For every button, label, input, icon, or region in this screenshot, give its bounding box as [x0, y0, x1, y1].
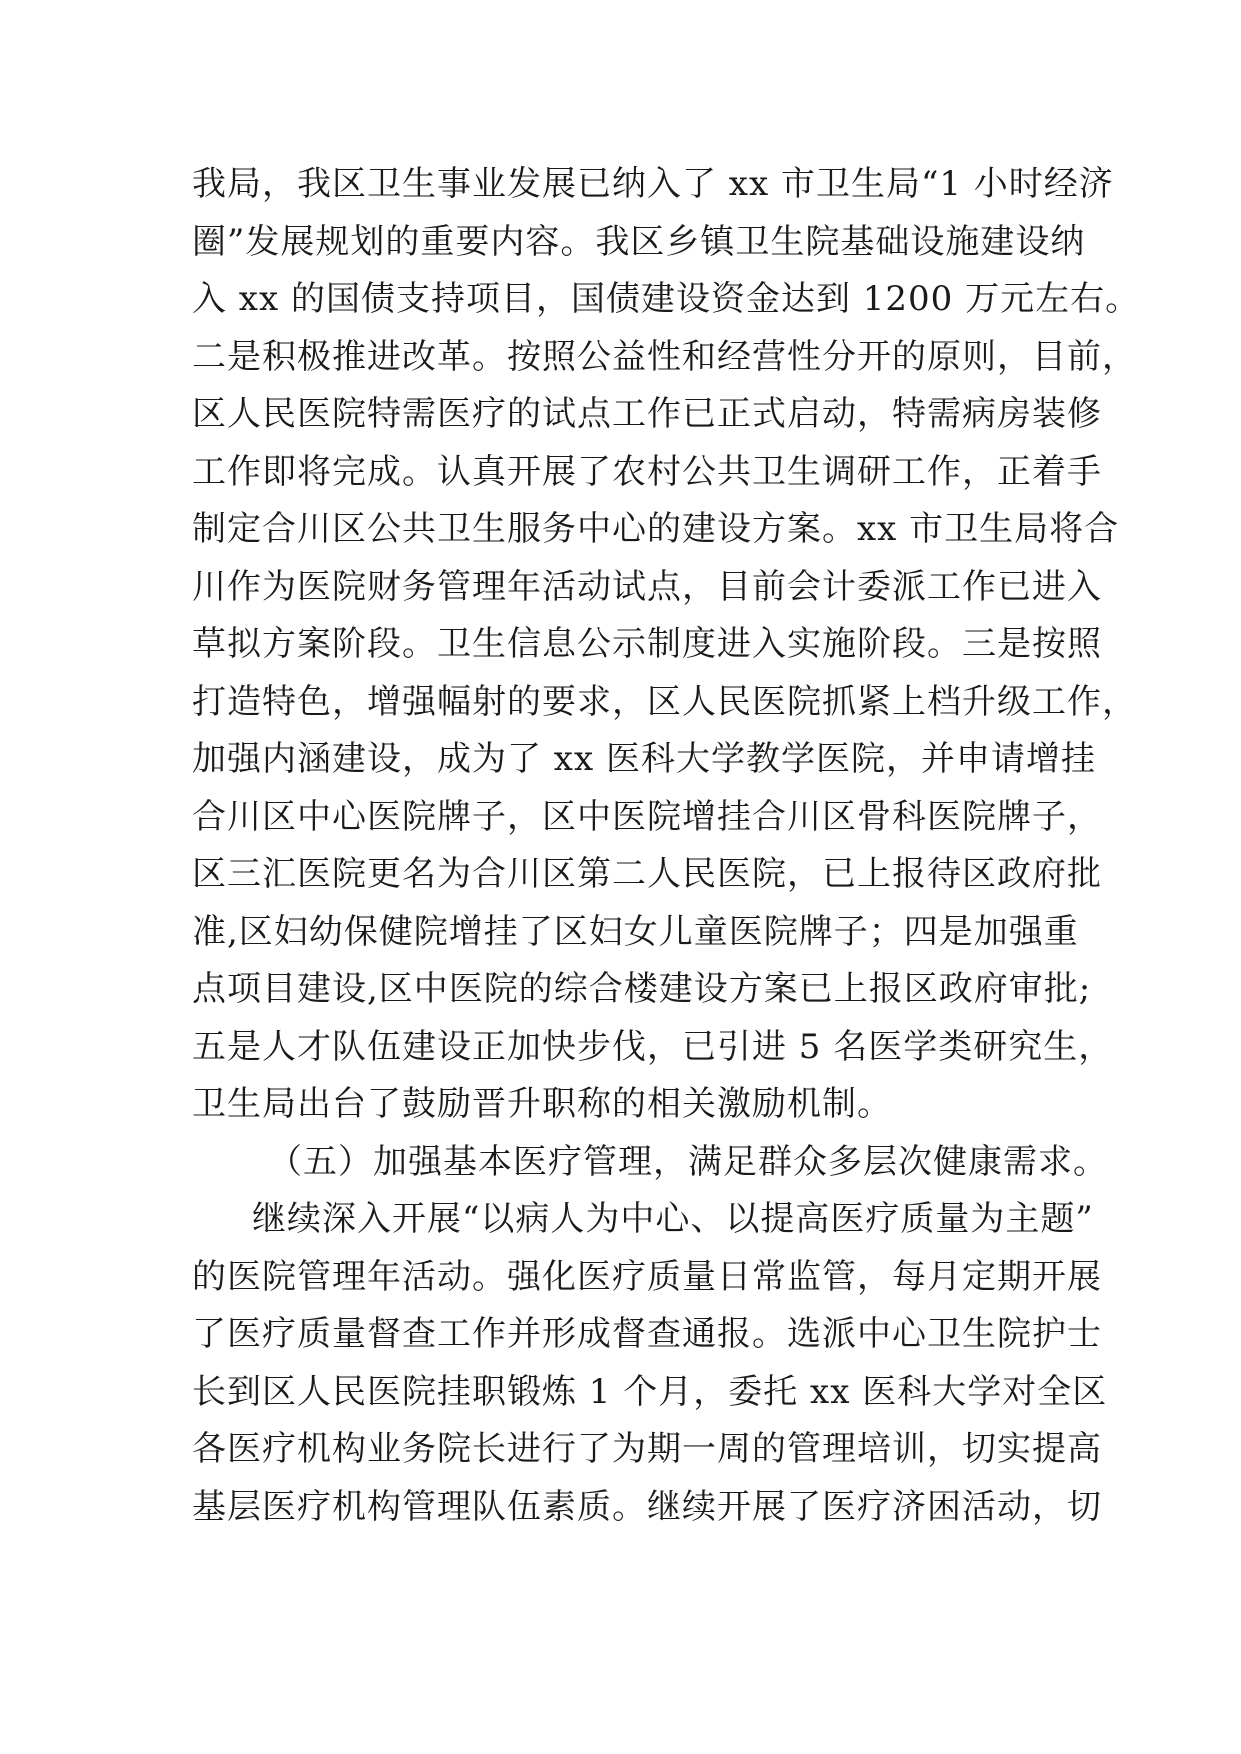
text-line: 入 xx 的国债支持项目，国债建设资金达到 1200 万元左右。 — [192, 279, 1141, 319]
text-line: 我局，我区卫生事业发展已纳入了 xx 市卫生局“1 小时经济 — [192, 164, 1114, 204]
text-line: 长到区人民医院挂职锻炼 1 个月，委托 xx 医科大学对全区 — [192, 1371, 1108, 1412]
text-line: 合川区中心医院牌子，区中医院增挂合川区骨科医院牌子， — [192, 796, 1102, 837]
text-line: 草拟方案阶段。卫生信息公示制度进入实施阶段。三是按照 — [192, 624, 1102, 664]
text-line: 继续深入开展“以病人为中心、以提高医疗质量为主题” — [252, 1199, 1094, 1239]
text-line: 点项目建设,区中医院的综合楼建设方案已上报区政府审批; — [192, 969, 1092, 1009]
text-line: 的医院管理年活动。强化医疗质量日常监管，每月定期开展 — [192, 1256, 1102, 1297]
text-line: 二是积极推进改革。按照公益性和经营性分开的原则，目前， — [192, 336, 1137, 377]
text-line: 区三汇医院更名为合川区第二人民医院，已上报待区政府批 — [192, 854, 1102, 894]
text-line: 川作为医院财务管理年活动试点，目前会计委派工作已进入 — [192, 566, 1102, 607]
text-line: 制定合川区公共卫生服务中心的建设方案。xx 市卫生局将合 — [192, 509, 1120, 549]
text-line: 五是人才队伍建设正加快步伐，已引进 5 名医学类研究生， — [192, 1026, 1114, 1067]
text-line: 了医疗质量督查工作并形成督查通报。选派中心卫生院护士 — [192, 1314, 1102, 1354]
text-line: 准,区妇幼保健院增挂了区妇女儿童医院牌子；四是加强重 — [192, 911, 1079, 952]
text-line: 打造特色，增强幅射的要求，区人民医院抓紧上档升级工作， — [192, 681, 1137, 722]
text-line: 各医疗机构业务院长进行了为期一周的管理培训，切实提高 — [192, 1429, 1102, 1469]
text-line: 卫生局出台了鼓励晋升职称的相关激励机制。 — [192, 1084, 892, 1124]
text-line: 基层医疗机构管理队伍素质。继续开展了医疗济困活动，切 — [192, 1486, 1102, 1527]
text-line: 加强内涵建设，成为了 xx 医科大学教学医院，并申请增挂 — [192, 739, 1096, 779]
section-heading: （五）加强基本医疗管理，满足群众多层次健康需求。 — [268, 1141, 1108, 1182]
body-text — [192, 156, 1141, 1536]
text-line: 工作即将完成。认真开展了农村公共卫生调研工作，正着手 — [192, 451, 1102, 492]
text-line: 区人民医院特需医疗的试点工作已正式启动，特需病房装修 — [192, 394, 1102, 434]
text-line: 圈”发展规划的重要内容。我区乡镇卫生院基础设施建设纳 — [192, 221, 1086, 262]
